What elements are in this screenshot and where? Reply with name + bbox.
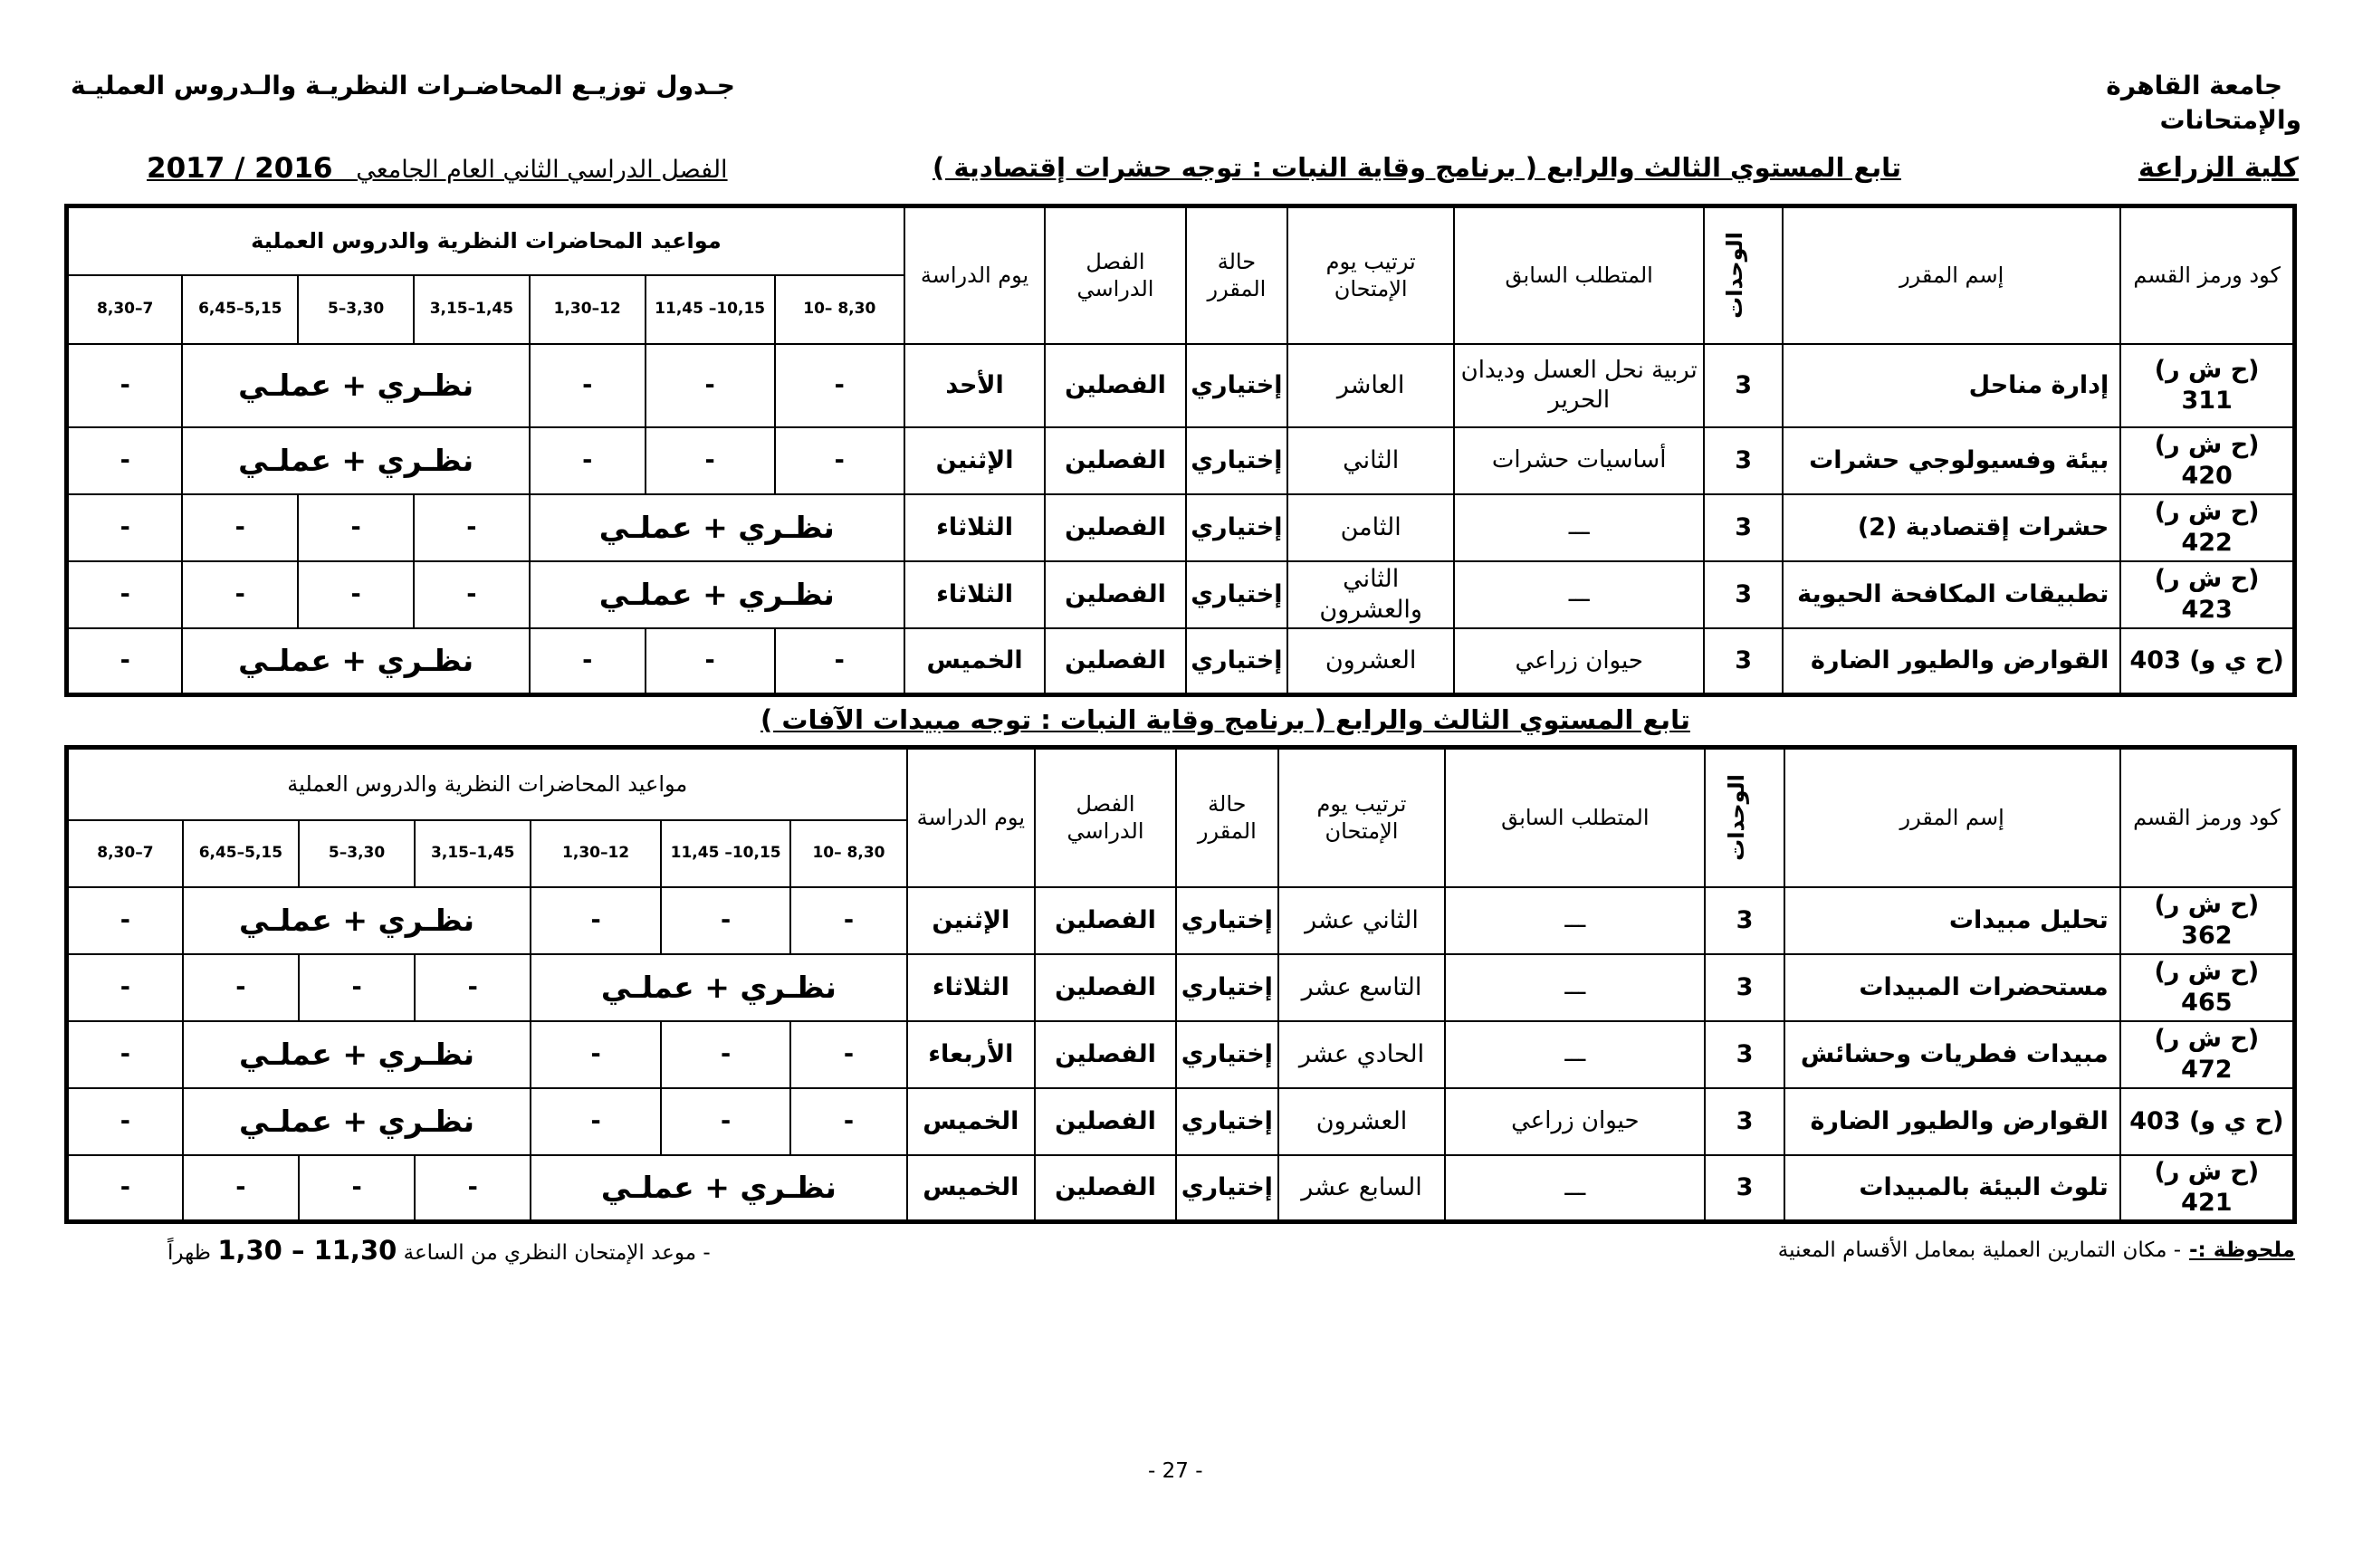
course-units: 3: [1704, 344, 1783, 427]
slot-theory-practical: نظـري + عملـي: [531, 954, 906, 1021]
col-status-header: حالة المقرر: [1186, 206, 1287, 344]
course-code: (ح ش ر) 420: [2120, 427, 2294, 494]
slot-empty: -: [298, 561, 414, 628]
slot-empty: -: [790, 1021, 906, 1088]
table-row: [67, 1021, 2295, 1088]
course-term: الفصلين: [1035, 1155, 1176, 1222]
slot-header: 5–3,30: [298, 275, 414, 344]
study-day: الثلاثاء: [904, 561, 1045, 628]
slot-empty: -: [67, 887, 183, 954]
course-code: (ح ش ر) 472: [2120, 1021, 2295, 1088]
course-term: الفصلين: [1045, 628, 1185, 695]
units-header-text: الوحدات: [1722, 232, 1748, 320]
course-units: 3: [1704, 628, 1783, 695]
slot-empty: -: [182, 561, 298, 628]
exam-order: العشرون: [1287, 628, 1454, 695]
slot-empty: -: [661, 1021, 791, 1088]
course-term: الفصلين: [1035, 1088, 1176, 1155]
course-units: 3: [1704, 561, 1783, 628]
exams-office: والإمتحانات: [2159, 105, 2301, 135]
course-code: (ح ش ر) 421: [2120, 1155, 2295, 1222]
note-exam-prefix: - موعد الإمتحان النظري من الساعة: [403, 1241, 711, 1265]
course-code: (ح ش ر) 465: [2120, 954, 2295, 1021]
slot-empty: -: [67, 628, 183, 695]
study-day: الخميس: [907, 1155, 1036, 1222]
slot-header: 3,15–1,45: [415, 820, 531, 887]
note-exam-time-value: 11,30 – 1,30: [217, 1235, 397, 1266]
course-status: إختياري: [1176, 887, 1278, 954]
col-schedule-header: مواعيد المحاضرات النظرية والدروس العملية: [67, 748, 907, 820]
slot-empty: -: [183, 1155, 299, 1222]
slot-empty: -: [790, 887, 906, 954]
slot-theory-practical: نظـري + عملـي: [182, 628, 529, 695]
col-schedule-header: مواعيد المحاضرات النظرية والدروس العملية: [67, 206, 904, 275]
course-units: 3: [1705, 1088, 1784, 1155]
slot-empty: -: [661, 1088, 791, 1155]
exam-order: الثاني والعشرون: [1287, 561, 1454, 628]
course-name: القوارض والطيور الضارة: [1784, 1088, 2120, 1155]
slot-empty: -: [414, 494, 530, 561]
slot-empty: -: [182, 494, 298, 561]
course-term: الفصلين: [1045, 344, 1185, 427]
note-lab-location: - مكان التمارين العملية بمعامل الأقسام المعنية: [1777, 1238, 2181, 1262]
slot-header: 6,45–5,15: [183, 820, 299, 887]
course-prerequisite: ـــ: [1454, 561, 1704, 628]
col-day-header: يوم الدراسة: [907, 748, 1036, 887]
slot-theory-practical: نظـري + عملـي: [183, 887, 531, 954]
slot-empty: -: [531, 1021, 661, 1088]
course-code: (ح ش ر) 422: [2120, 494, 2294, 561]
course-units: 3: [1704, 427, 1783, 494]
note-exam-suffix: ظهراً: [167, 1241, 211, 1265]
study-day: الأحد: [904, 344, 1045, 427]
note-exam-time: [167, 1235, 711, 1266]
slot-theory-practical: نظـري + عملـي: [182, 427, 529, 494]
col-exam-header: ترتيب يوم الإمتحان: [1287, 206, 1454, 344]
study-day: الخميس: [907, 1088, 1036, 1155]
course-prerequisite: حيوان زراعي: [1454, 628, 1704, 695]
slot-header: 11,45 –10,15: [661, 820, 791, 887]
slot-empty: -: [530, 344, 646, 427]
semester-line: [147, 152, 728, 185]
slot-header: 8,30–7: [67, 275, 183, 344]
col-units-header: [1704, 206, 1783, 344]
table-row: [67, 1155, 2295, 1222]
course-prerequisite: ـــ: [1445, 887, 1705, 954]
course-name: مبيدات فطريات وحشائش: [1784, 1021, 2120, 1088]
page-number: - 27 -: [1148, 1459, 1203, 1483]
slot-header: 6,45–5,15: [182, 275, 298, 344]
course-status: إختياري: [1186, 561, 1287, 628]
slot-empty: -: [299, 1155, 415, 1222]
exam-order: الحادي عشر: [1278, 1021, 1446, 1088]
course-code: (ح ي و) 403: [2120, 628, 2294, 695]
course-name: مستحضرات المبيدات: [1784, 954, 2120, 1021]
slot-empty: -: [530, 427, 646, 494]
col-name-header: إسم المقرر: [1783, 206, 2120, 344]
col-exam-header: ترتيب يوم الإمتحان: [1278, 748, 1446, 887]
slot-empty: -: [775, 628, 904, 695]
course-name: بيئة وفسيولوجي حشرات: [1783, 427, 2120, 494]
study-day: الأربعاء: [907, 1021, 1036, 1088]
slot-theory-practical: نظـري + عملـي: [183, 1088, 531, 1155]
col-name-header: إسم المقرر: [1784, 748, 2120, 887]
course-term: الفصلين: [1045, 494, 1185, 561]
course-prerequisite: ـــ: [1454, 494, 1704, 561]
faculty-name: كلية الزراعة: [2138, 152, 2299, 184]
slot-theory-practical: نظـري + عملـي: [182, 344, 529, 427]
course-term: الفصلين: [1035, 887, 1176, 954]
note-label: ملحوظة :-: [2189, 1238, 2295, 1262]
course-name: تطبيقات المكافحة الحيوية: [1783, 561, 2120, 628]
col-term-header: الفصل الدراسي: [1045, 206, 1185, 344]
study-day: الثلاثاء: [904, 494, 1045, 561]
course-prerequisite: أساسيات حشرات: [1454, 427, 1704, 494]
course-units: 3: [1704, 494, 1783, 561]
course-status: إختياري: [1186, 344, 1287, 427]
slot-theory-practical: نظـري + عملـي: [530, 494, 904, 561]
course-name: تلوث البيئة بالمبيدات: [1784, 1155, 2120, 1222]
slot-empty: -: [67, 1021, 183, 1088]
slot-empty: -: [775, 344, 904, 427]
slot-theory-practical: نظـري + عملـي: [531, 1155, 906, 1222]
table-row: [67, 1088, 2295, 1155]
slot-empty: -: [67, 427, 183, 494]
course-code: (ح ي و) 403: [2120, 1088, 2295, 1155]
course-name: تحليل مبيدات: [1784, 887, 2120, 954]
course-code: (ح ش ر) 311: [2120, 344, 2294, 427]
col-day-header: يوم الدراسة: [904, 206, 1045, 344]
course-term: الفصلين: [1045, 561, 1185, 628]
course-term: الفصلين: [1045, 427, 1185, 494]
course-units: 3: [1705, 954, 1784, 1021]
course-name: القوارض والطيور الضارة: [1783, 628, 2120, 695]
slot-header: 1,30–12: [531, 820, 661, 887]
course-prerequisite: ـــ: [1445, 954, 1705, 1021]
slot-empty: -: [646, 344, 775, 427]
course-status: إختياري: [1176, 1021, 1278, 1088]
slot-empty: -: [415, 954, 531, 1021]
exam-order: الثاني عشر: [1278, 887, 1446, 954]
slot-header: 1,30–12: [530, 275, 646, 344]
course-units: 3: [1705, 887, 1784, 954]
course-name: حشرات إقتصادية (2): [1783, 494, 2120, 561]
slot-empty: -: [531, 887, 661, 954]
col-prereq-header: المتطلب السابق: [1445, 748, 1705, 887]
slot-empty: -: [67, 1155, 183, 1222]
slot-empty: -: [775, 427, 904, 494]
col-prereq-header: المتطلب السابق: [1454, 206, 1704, 344]
exam-order: التاسع عشر: [1278, 954, 1446, 1021]
course-term: الفصلين: [1035, 1021, 1176, 1088]
course-status: إختياري: [1176, 1155, 1278, 1222]
slot-theory-practical: نظـري + عملـي: [530, 561, 904, 628]
table-row: [67, 561, 2295, 628]
table-row: [67, 887, 2295, 954]
exam-order: الثاني: [1287, 427, 1454, 494]
course-status: إختياري: [1186, 494, 1287, 561]
slot-empty: -: [183, 954, 299, 1021]
slot-empty: -: [67, 561, 183, 628]
exam-order: السابع عشر: [1278, 1155, 1446, 1222]
slot-empty: -: [661, 887, 791, 954]
course-status: إختياري: [1176, 1088, 1278, 1155]
slot-empty: -: [530, 628, 646, 695]
slot-empty: -: [67, 344, 183, 427]
slot-header: 3,15–1,45: [414, 275, 530, 344]
course-status: إختياري: [1186, 427, 1287, 494]
course-name: إدارة مناحل: [1783, 344, 2120, 427]
table-row: [67, 344, 2295, 427]
slot-header: 10– 8,30: [790, 820, 906, 887]
slot-empty: -: [531, 1088, 661, 1155]
study-day: الخميس: [904, 628, 1045, 695]
study-day: الثلاثاء: [907, 954, 1036, 1021]
slot-header: 5–3,30: [299, 820, 415, 887]
course-status: إختياري: [1176, 954, 1278, 1021]
course-code: (ح ش ر) 362: [2120, 887, 2295, 954]
slot-header: 11,45 –10,15: [646, 275, 775, 344]
slot-empty: -: [67, 1088, 183, 1155]
schedule-table-2: [64, 745, 2297, 1224]
course-prerequisite: حيوان زراعي: [1445, 1088, 1705, 1155]
university-name: جامعة القاهرة: [2106, 71, 2282, 100]
course-prerequisite: تربية نحل العسل وديدان الحرير: [1454, 344, 1704, 427]
slot-empty: -: [414, 561, 530, 628]
slot-empty: -: [646, 628, 775, 695]
slot-empty: -: [646, 427, 775, 494]
table-row: [67, 494, 2295, 561]
table-row: [67, 954, 2295, 1021]
table-row: [67, 427, 2295, 494]
course-status: إختياري: [1186, 628, 1287, 695]
slot-empty: -: [415, 1155, 531, 1222]
document-title: جـدول توزيـع المحاضـرات النظريـة والـدروس العمليـة: [71, 71, 735, 100]
course-units: 3: [1705, 1155, 1784, 1222]
exam-order: العاشر: [1287, 344, 1454, 427]
program-title-1: تابع المستوي الثالث والرابع ( برنامج وقاية النبات : توجه حشرات إقتصادية ): [933, 152, 1901, 183]
slot-header: 8,30–7: [67, 820, 183, 887]
study-day: الإثنين: [907, 887, 1036, 954]
slot-empty: -: [67, 954, 183, 1021]
col-units-header: [1705, 748, 1784, 887]
units-header-text: الوحدات: [1723, 774, 1749, 862]
schedule-table-1: [64, 204, 2297, 697]
col-status-header: حالة المقرر: [1176, 748, 1278, 887]
slot-empty: -: [299, 954, 415, 1021]
program-title-2: تابع المستوي الثالث والرابع ( برنامج وقاية النبات : توجه مبيدات الآفات ): [760, 704, 1690, 735]
col-code-header: كود ورمز القسم: [2120, 206, 2294, 344]
course-units: 3: [1705, 1021, 1784, 1088]
study-day: الإثنين: [904, 427, 1045, 494]
exam-order: الثامن: [1287, 494, 1454, 561]
table-row: [67, 628, 2295, 695]
course-prerequisite: ـــ: [1445, 1021, 1705, 1088]
semester-label: الفصل الدراسي الثاني العام الجامعي: [356, 156, 728, 184]
exam-order: العشرون: [1278, 1088, 1446, 1155]
slot-empty: -: [67, 494, 183, 561]
course-prerequisite: ـــ: [1445, 1155, 1705, 1222]
slot-header: 10– 8,30: [775, 275, 904, 344]
course-code: (ح ش ر) 423: [2120, 561, 2294, 628]
slot-theory-practical: نظـري + عملـي: [183, 1021, 531, 1088]
slot-empty: -: [790, 1088, 906, 1155]
col-term-header: الفصل الدراسي: [1035, 748, 1176, 887]
col-code-header: كود ورمز القسم: [2120, 748, 2295, 887]
academic-year: 2017 / 2016: [147, 152, 333, 185]
course-term: الفصلين: [1035, 954, 1176, 1021]
slot-empty: -: [298, 494, 414, 561]
